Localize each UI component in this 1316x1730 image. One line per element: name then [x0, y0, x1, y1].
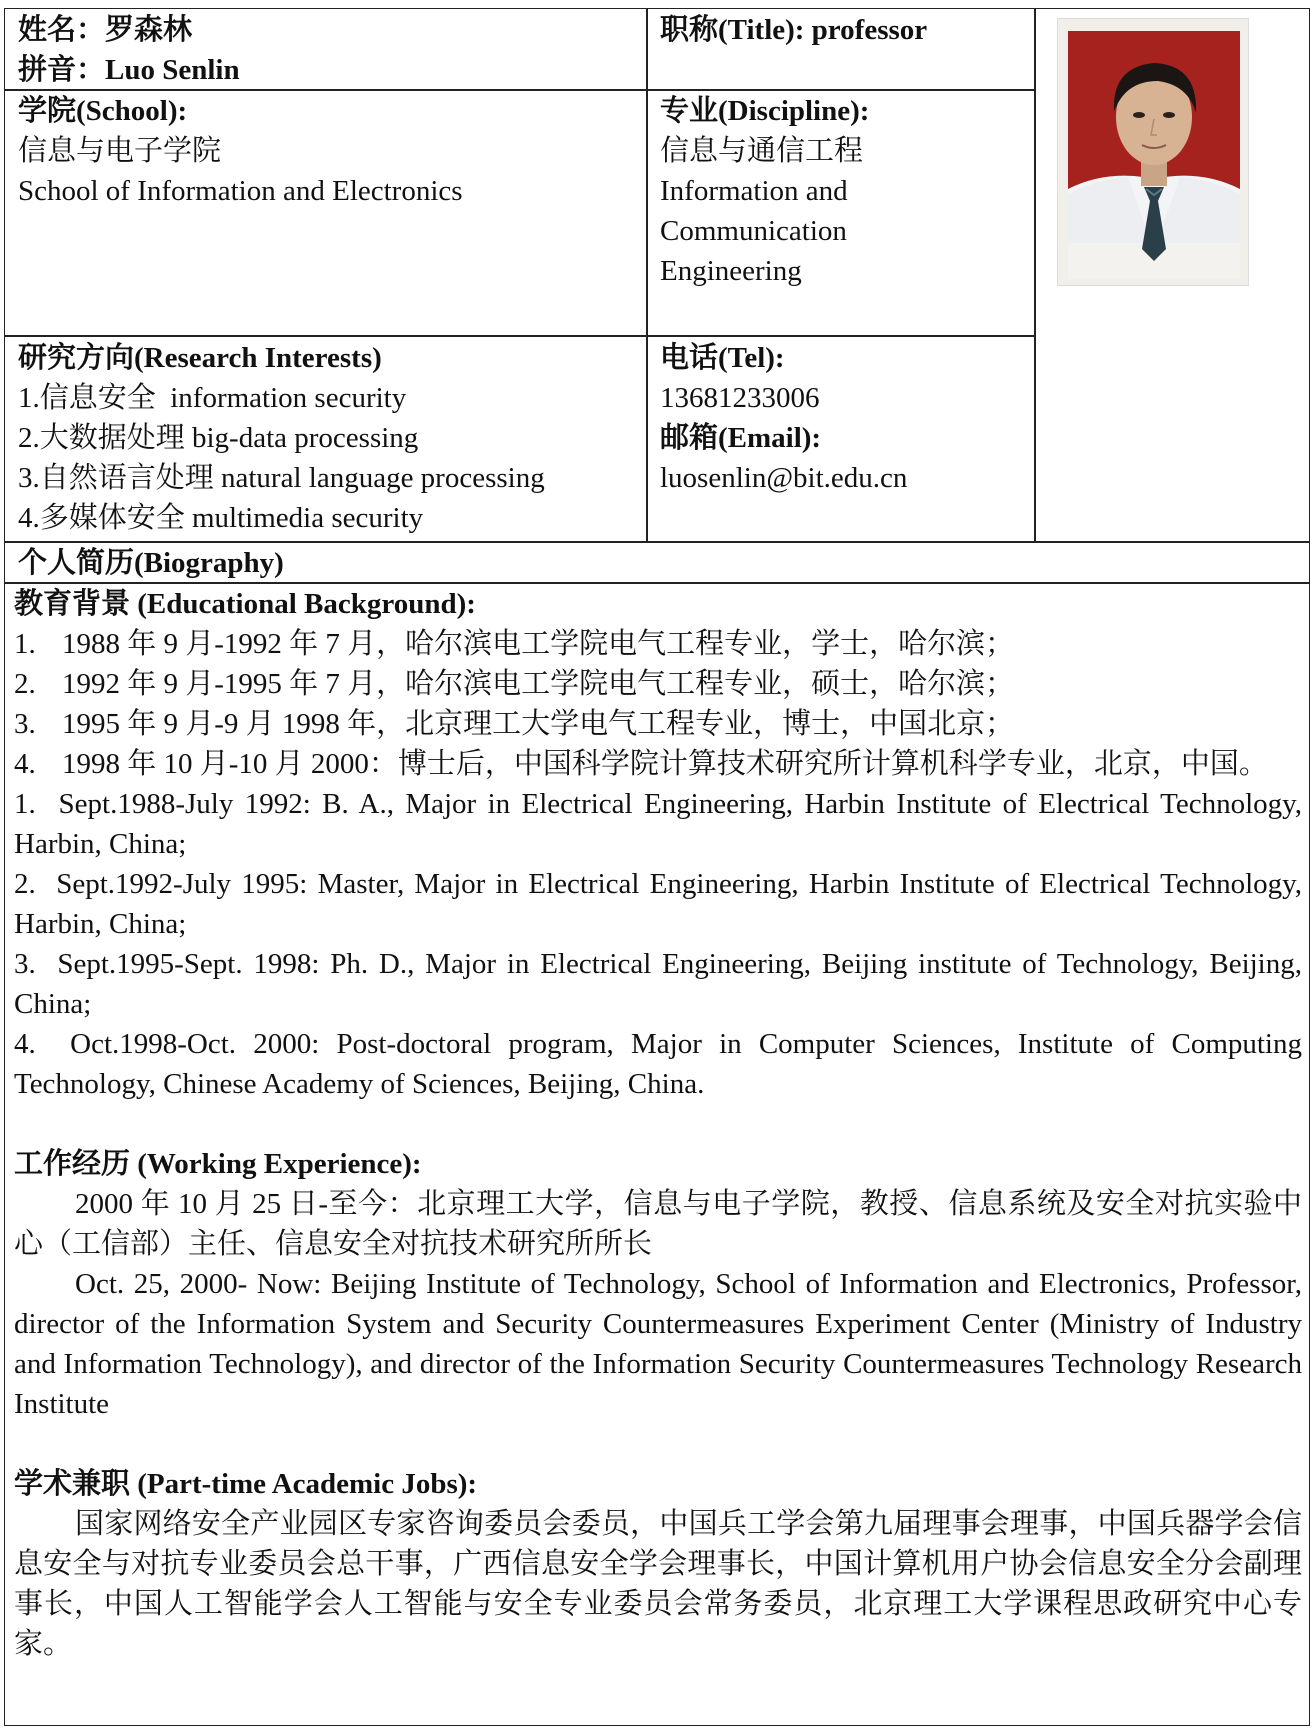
- email-value: luosenlin@bit.edu.cn: [660, 462, 908, 494]
- work-cn: 2000 年 10 月 25 日-至今：北京理工大学，信息与电子学院，教授、信息系统及安全对抗实验中心（工信部）主任、信息安全对抗技术研究所所长: [14, 1188, 1302, 1260]
- biography-body: [4, 584, 1312, 1664]
- education-en-item: 4. Oct.1998-Oct. 2000: Post-doctoral program, Major in Computer Sciences, Institute of Computing Technology, Chinese Academy of Sciences, Beijing, China.: [14, 1028, 1309, 1100]
- parttime-cn: 国家网络安全产业园区专家咨询委员会委员，中国兵工学会第九届理事会理事，中国兵器学会信息安全与对抗专业委员会总干事，广西信息安全学会理事长，中国计算机用户协会信息安全分会副理事长，中国人工智能学会人工智能与安全专业委员会常务委员，北京理工大学课程思政研究中心专家。: [14, 1508, 1302, 1660]
- education-cn-item: [14, 664, 1302, 704]
- research-item: 1.信息安全 information security: [18, 382, 407, 414]
- item-text: 1988 年 9 月-1992 年 7 月，哈尔滨电工学院电气工程专业，学士，哈尔滨；: [62, 628, 1015, 660]
- title-cell: [650, 10, 1030, 50]
- item-number: 2.: [14, 668, 36, 700]
- education-en-item: 3. Sept.1995-Sept. 1998: Ph. D., Major in Electrical Engineering, Beijing institute of Technology, Beijing, China;: [14, 948, 1310, 1020]
- biography-label: 个人简历(Biography): [18, 547, 284, 579]
- school-label: 学院(School):: [18, 95, 188, 127]
- research-item: 4.多媒体安全 multimedia security: [18, 502, 424, 534]
- parttime-label: 学术兼职 (Part-time Academic Jobs):: [14, 1468, 478, 1500]
- biography-cell: [8, 543, 1298, 583]
- item-text: 1995 年 9 月-9 月 1998 年，北京理工大学电气工程专业，博士，中国北京；: [62, 708, 1015, 740]
- tel-label: 电话(Tel):: [660, 342, 785, 374]
- item-number: 1.: [14, 628, 36, 660]
- portrait-image: [1058, 19, 1249, 286]
- education-label: 教育背景 (Educational Background):: [14, 588, 476, 620]
- education-cn-item: [14, 704, 1302, 744]
- education-cn-item: [14, 624, 1302, 664]
- discipline-en-line: Engineering: [660, 255, 802, 287]
- discipline-label: 专业(Discipline):: [660, 95, 870, 127]
- education-en-item: 1. Sept.1988-July 1992: B. A., Major in Electrical Engineering, Harbin Institute of Electrical Technology, Harbin, China;: [14, 788, 1310, 860]
- item-text: 1998 年 10 月-10 月 2000：博士后，中国科学院计算技术研究所计算机科学专业，北京，中国。: [62, 748, 1268, 780]
- education-cn-item: [14, 744, 1302, 784]
- research-cell: [8, 338, 644, 538]
- research-item: 3.自然语言处理 natural language processing: [18, 462, 545, 494]
- contact-cell: [650, 338, 1030, 498]
- school-en: School of Information and Electronics: [18, 175, 463, 207]
- discipline-en-line: Communication: [660, 215, 847, 247]
- divider: [4, 335, 1035, 337]
- research-item: 2.大数据处理 big-data processing: [18, 422, 419, 454]
- school-cn: 信息与电子学院: [18, 135, 222, 167]
- education-en-item: 2. Sept.1992-July 1995: Master, Major in Electrical Engineering, Harbin Institute of Electrical Technology, Harbin, China;: [14, 868, 1310, 940]
- title-line: 职称(Title): professor: [660, 14, 928, 46]
- discipline-cell: [650, 91, 1030, 291]
- tel-value: 13681233006: [660, 382, 820, 414]
- item-text: 1992 年 9 月-1995 年 7 月，哈尔滨电工学院电气工程专业，硕士，哈尔滨；: [62, 668, 1015, 700]
- school-cell: [8, 91, 644, 211]
- work-en: Oct. 25, 2000- Now: Beijing Institute of Technology, School of Information and Electronics, Professor, director of the Information System and Security Countermeasures Experiment Center (Ministry of Industry and Information Technology), and director of the Information Security Countermeasures Technology Research Institute: [14, 1268, 1302, 1420]
- name-line: 姓名：罗森林: [18, 14, 193, 46]
- discipline-en-line: Information and: [660, 175, 848, 207]
- name-cell: [8, 10, 644, 90]
- portrait-photo: [1057, 18, 1249, 286]
- pinyin-line: 拼音：Luo Senlin: [18, 54, 240, 86]
- email-label: 邮箱(Email):: [660, 422, 822, 454]
- item-number: 3.: [14, 708, 36, 740]
- item-number: 4.: [14, 748, 36, 780]
- research-label: 研究方向(Research Interests): [18, 342, 382, 374]
- discipline-cn: 信息与通信工程: [660, 135, 864, 167]
- work-label: 工作经历 (Working Experience):: [14, 1148, 422, 1180]
